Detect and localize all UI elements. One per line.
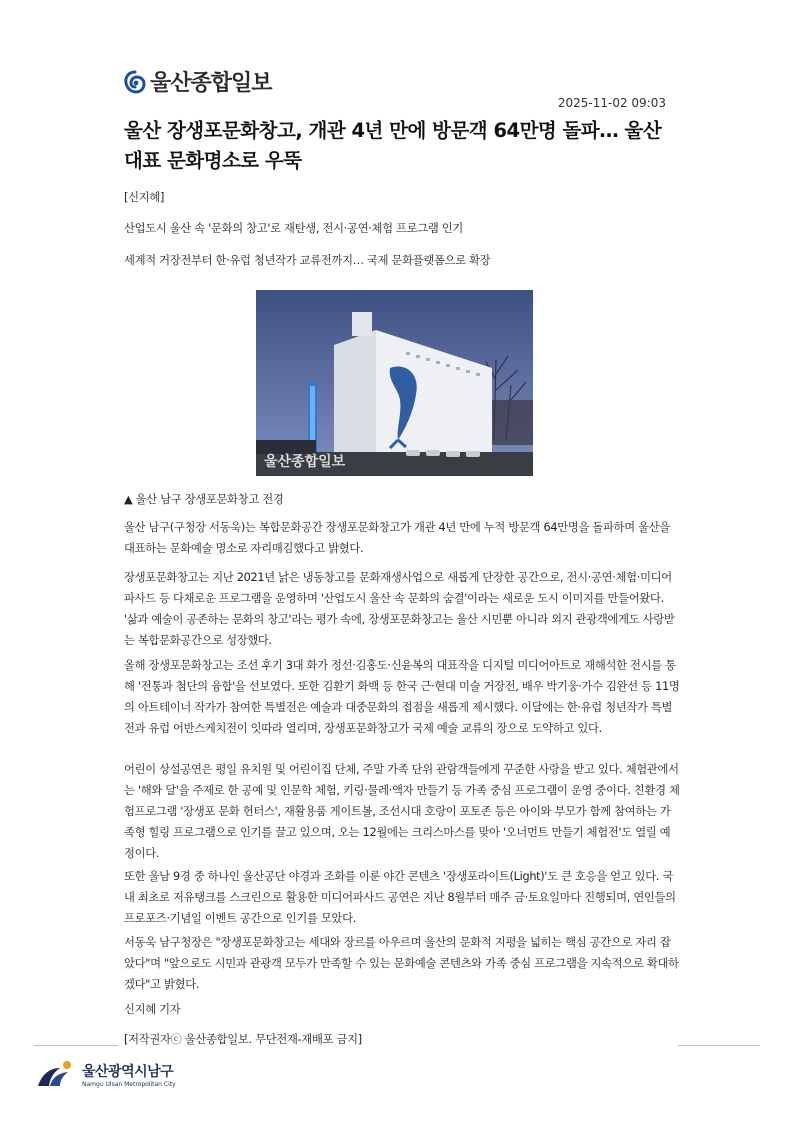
article-paragraph-1: 울산 남구(구청장 서동욱)는 복합문화공간 장생포문화창고가 개관 4년 만에 누적 방문객 64만명을 돌파하며 울산을 대표하는 문화예술 명소로 자리매김했다고 밝혔다. [124, 521, 670, 555]
article-paragraph-3: 올해 장생포문화창고는 조선 후기 3대 화가 정선·김홍도·신윤복의 대표작을 디지털 미디어아트로 재해석한 전시를 통해 '전통과 첨단의 융합'을 선보였다. 또한 김환기 화백 등 한국 근·현대 미술 거장전, 배우 박기웅·가수 김완선 등 11명의 아트테이너 작가가 참여한 특별전은 예술과 대중문화의 접점을 새롭게 제시했다. 이달에는 한·유럽 청년작가 특별전과 유럽 어반스케치전이 잇따라 열리며, 장생포문화창고가 국제 예술 교류의 장으로 도약하고 있다. [124, 659, 680, 735]
swirl-logo-icon [124, 70, 146, 94]
article-paragraph-2: 장생포문화창고는 지난 2021년 낡은 냉동창고를 문화재생사업으로 새롭게 단장한 공간으로, 전시·공연·체험·미디어파사드 등 다채로운 프로그램을 운영하며 '산업도시 울산 속 문화의 숨결'이라는 새로운 도시 이미지를 만들어왔다. '삶과 예술이 공존하는 문화의 창고'라는 평가 속에, 장생포문화창고는 울산 시민뿐 아니라 외지 관광객에게도 사랑받는 복합문화공간으로 성장했다. [124, 571, 675, 647]
namgu-emblem-icon [36, 1058, 76, 1090]
footer-logo [36, 1058, 176, 1090]
article-reporter: 신지혜 기자 [124, 1003, 181, 1016]
article-subhead-2: 세계적 거장전부터 한·유럽 청년작가 교류전까지… 국제 문화플랫폼으로 확장 [124, 254, 491, 267]
article-photo [256, 290, 533, 476]
photo-watermark: 울산종합일보 [264, 454, 346, 470]
footer-name-ko: 울산광역시남구 [82, 1063, 174, 1080]
article-headline: 울산 장생포문화창고, 개관 4년 만에 방문객 64만명 돌파… 울산 대표 문화명소로 우뚝 [124, 119, 662, 172]
footer-name-en: Namgu Ulsan Metropolitan City [82, 1080, 176, 1088]
masthead-name: 울산종합일보 [150, 71, 272, 96]
masthead [124, 66, 272, 97]
article-paragraph-6: 서동욱 남구청장은 "장생포문화창고는 세대와 장르를 아우르며 울산의 문화적 지평을 넓히는 핵심 공간으로 자리 잡았다"며 "앞으로도 시민과 관광객 모두가 만족할 수 있는 문화예술 콘텐츠와 가족 중심 프로그램을 지속적으로 확대하겠다"고 밝혔다. [124, 936, 679, 991]
article-byline: [신지혜] [124, 191, 165, 204]
article-paragraph-4: 어린이 상설공연은 평일 유치원 및 어린이집 단체, 주말 가족 단위 관람객들에게 꾸준한 사랑을 받고 있다. 체험관에서는 '해와 달'을 주제로 한 공예 및 인문학 체험, 키링·물레·액자 만들기 등 가족 중심 프로그램이 운영 중이다. 친환경 체험프로그램 '장생포 문화 헌터스', 재활용품 게이트볼, 조선시대 호랑이 포토존 등은 아이와 부모가 함께 참여하는 가족형 힐링 프로그램으로 인기를 끌고 있으며, 오는 12월에는 크리스마스를 맞아 '오너먼트 만들기 체험전'도 열릴 예정이다. [124, 763, 680, 860]
article-paragraph-5: 또한 울남 9경 중 하나인 울산공단 야경과 조화를 이룬 야간 콘텐츠 '장생포라이트(Light)'도 큰 호응을 얻고 있다. 국내 최초로 저유탱크를 스크린으로 활용한 미디어파사드 공연은 지난 8월부터 매주 금·토요일마다 진행되며, 연인들의 프로포즈·기념일 이벤트 공간으로 인기를 모았다. [124, 870, 676, 925]
article-subhead-1: 산업도시 울산 속 '문화의 창고'로 재탄생, 전시·공연·체험 프로그램 인기 [124, 222, 463, 235]
article-copyright: [저작권자ⓒ 울산종합일보. 무단전재-재배포 금지] [124, 1033, 362, 1046]
photo-caption: ▲ 울산 남구 장생포문화창고 전경 [124, 493, 284, 506]
divider-right [678, 1045, 760, 1046]
article-date: 2025-11-02 09:03 [557, 96, 666, 110]
divider-left [34, 1045, 118, 1046]
photo-building-left [334, 330, 376, 460]
